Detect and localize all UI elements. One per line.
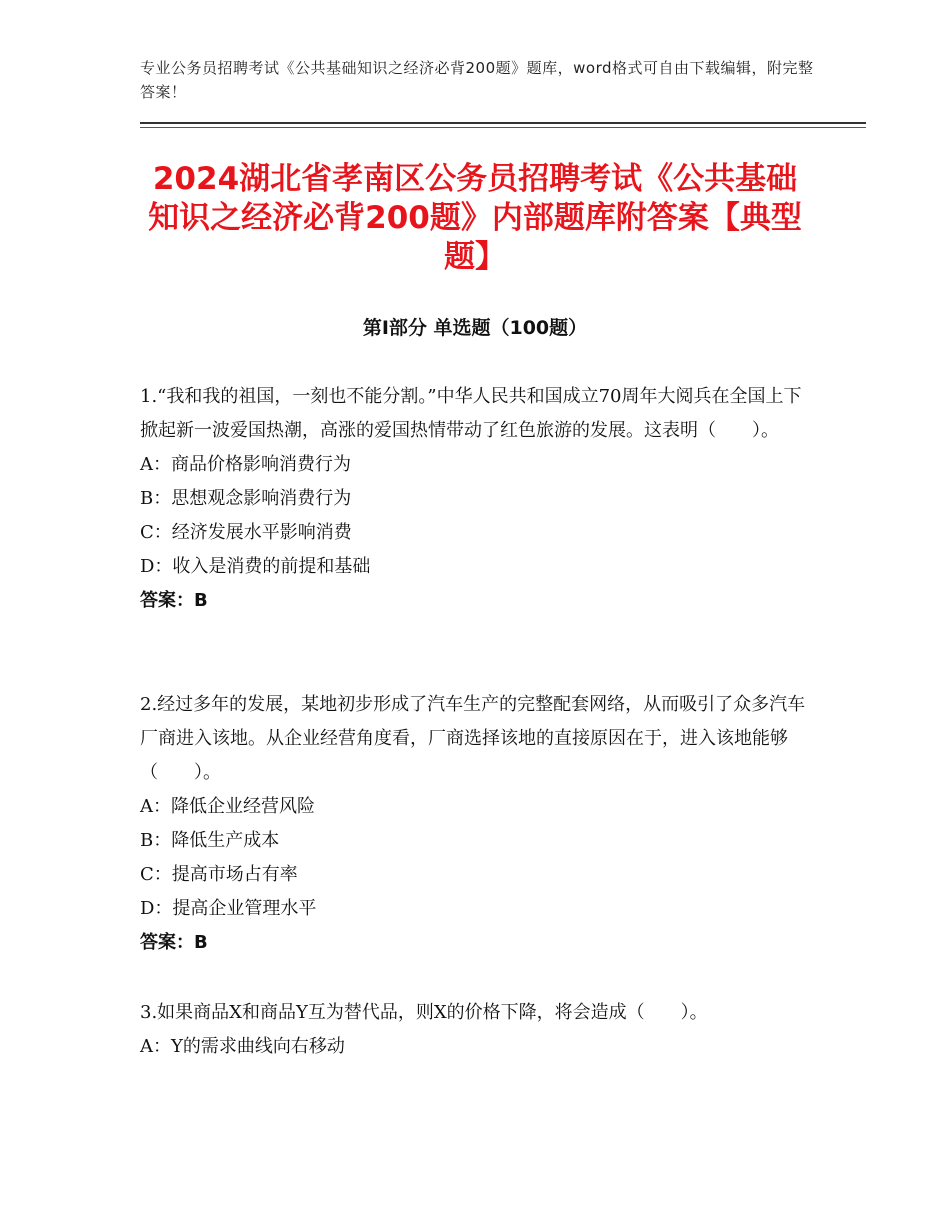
option-d: D：收入是消费的前提和基础 [140, 556, 371, 577]
header-divider-thin [140, 127, 866, 128]
document-title: 2024湖北省孝南区公务员招聘考试《公共基础知识之经济必背200题》内部题库附答案【典型题】 [148, 161, 802, 275]
option-a: A：Y的需求曲线向右移动 [140, 1036, 345, 1057]
header-divider-thick [140, 122, 866, 124]
question-2 [140, 688, 810, 960]
question-1 [140, 380, 810, 618]
question-3 [140, 996, 810, 1064]
option-a: A：降低企业经营风险 [140, 796, 315, 817]
option-c: C：提高市场占有率 [140, 864, 298, 885]
question-stem: 2.经过多年的发展，某地初步形成了汽车生产的完整配套网络，从而吸引了众多汽车厂商进入该地。从企业经营角度看，厂商选择该地的直接原因在于，进入该地能够（ ）。 [140, 694, 806, 783]
answer-label: 答案：B [140, 590, 208, 611]
option-b: B：降低生产成本 [140, 830, 280, 851]
answer-label: 答案：B [140, 932, 208, 953]
question-stem: 1.“我和我的祖国，一刻也不能分割。”中华人民共和国成立70周年大阅兵在全国上下掀起新一波爱国热潮，高涨的爱国热情带动了红色旅游的发展。这表明（ ）。 [140, 386, 802, 441]
section-title: 第Ⅰ部分 单选题（100题） [362, 317, 588, 339]
option-a: A：商品价格影响消费行为 [140, 454, 351, 475]
option-c: C：经济发展水平影响消费 [140, 522, 352, 543]
question-stem: 3.如果商品X和商品Y互为替代品，则X的价格下降，将会造成（ ）。 [140, 1002, 708, 1023]
header-note: 专业公务员招聘考试《公共基础知识之经济必背200题》题库，word格式可自由下载编辑，附完整答案！ [140, 59, 814, 101]
option-b: B：思想观念影响消费行为 [140, 488, 352, 509]
option-d: D：提高企业管理水平 [140, 898, 317, 919]
